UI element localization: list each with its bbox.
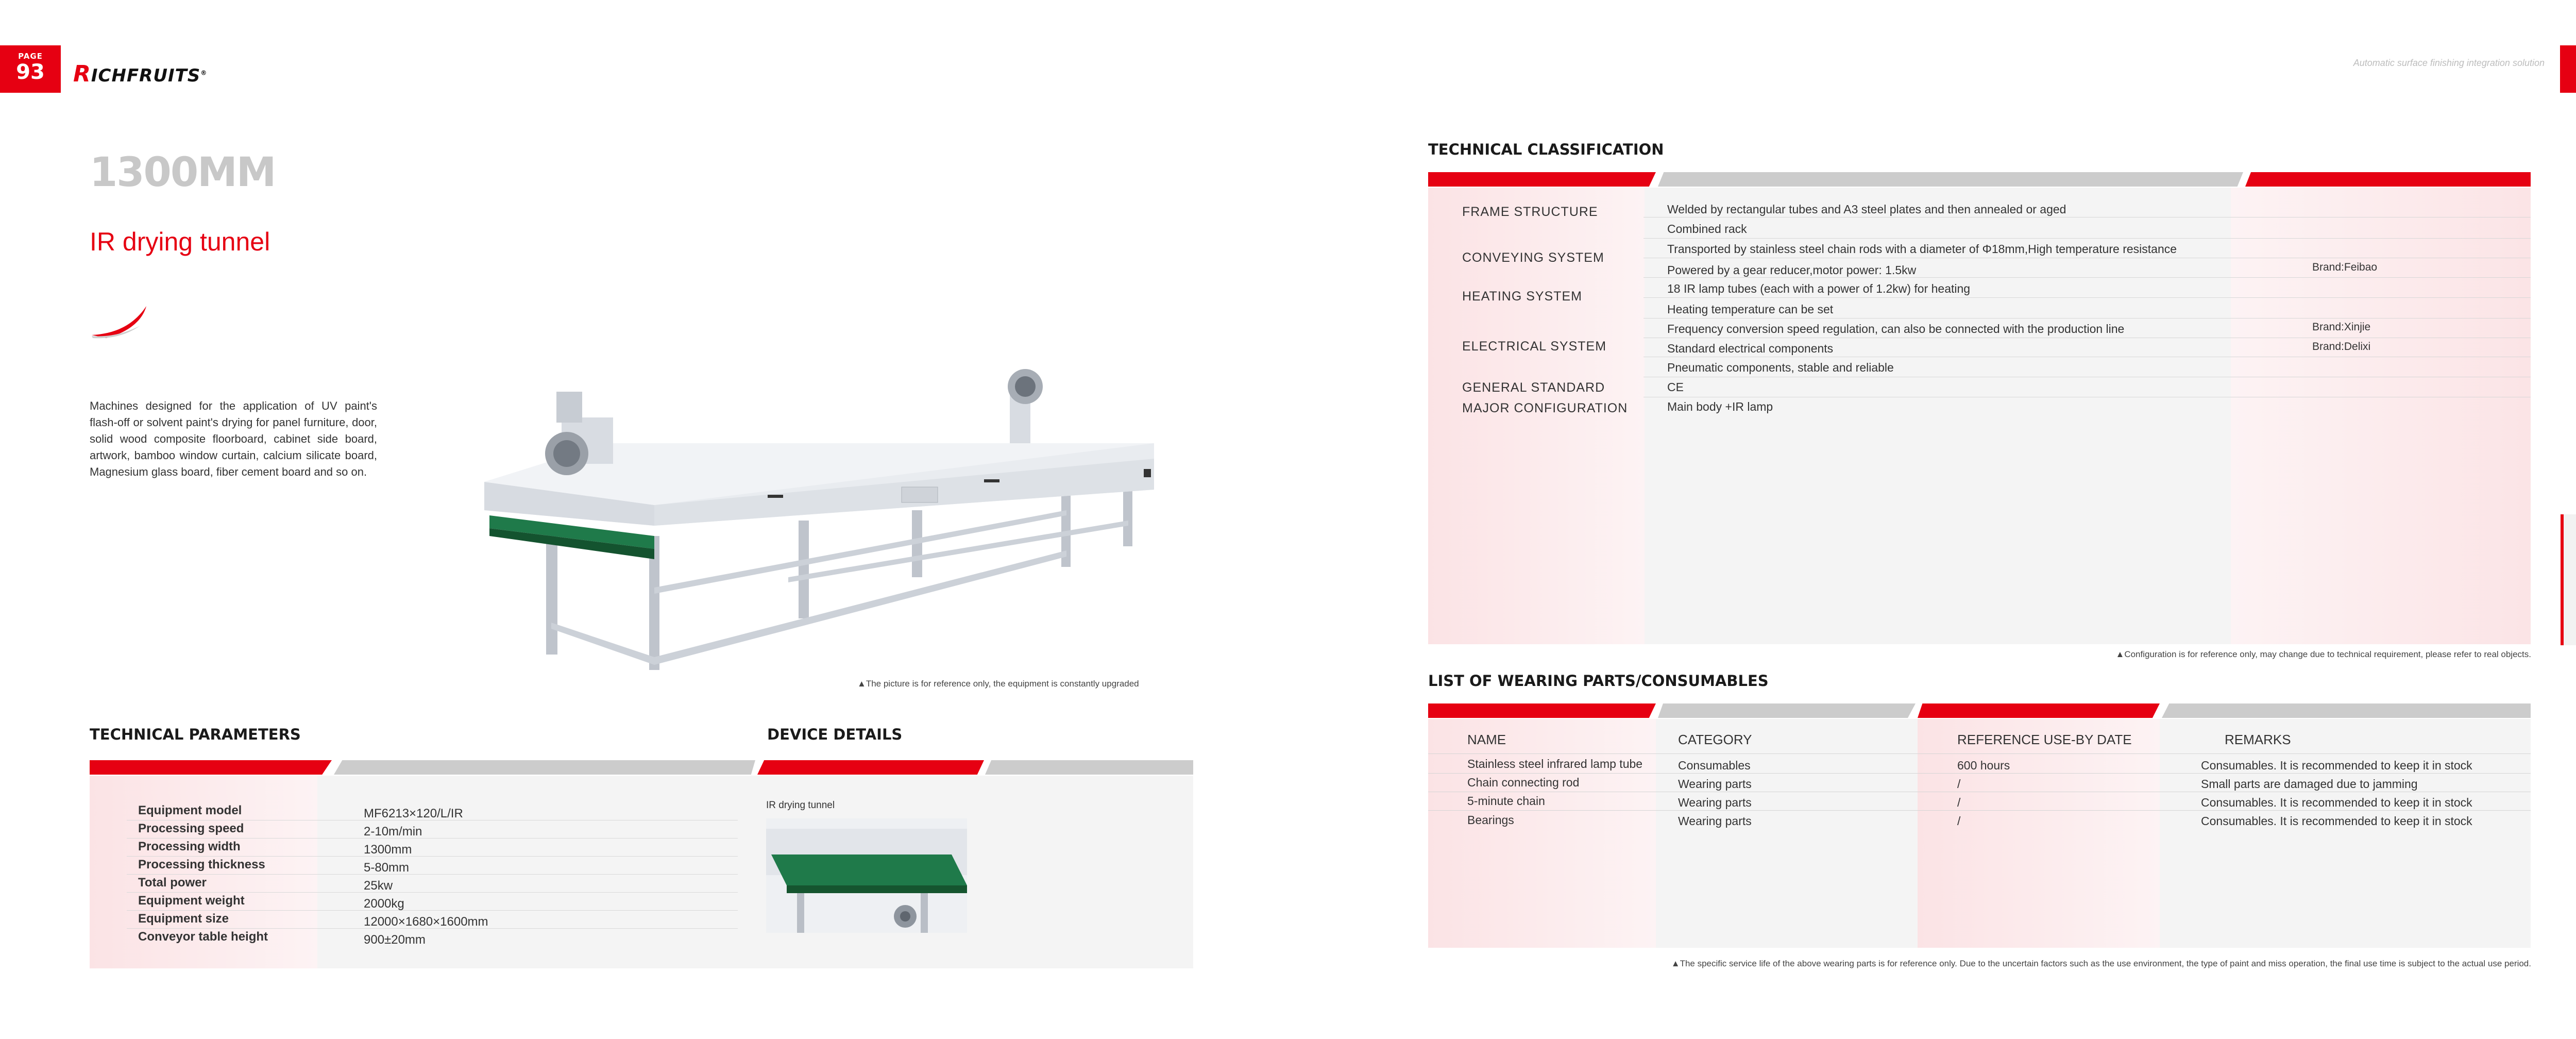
param-key: Conveyor table height	[138, 930, 268, 944]
page-label	[2560, 45, 2576, 61]
cls-brand: Brand:Delixi	[2312, 341, 2371, 353]
cls-gray-bar	[1658, 172, 2243, 187]
param-row	[127, 911, 738, 929]
row-line	[1643, 297, 2531, 298]
machine-rails	[551, 510, 1128, 665]
configuration-note: ▲Configuration is for reference only, may change due to technical requirement, please refer to real objects.	[2115, 649, 2531, 659]
row-line	[1643, 238, 2531, 239]
param-value: 1300mm	[364, 843, 412, 857]
page-label: PAGE	[18, 52, 43, 61]
wp-remarks: Small parts are damaged due to jamming	[2201, 777, 2418, 791]
row-line	[1428, 810, 2531, 811]
param-key: Total power	[138, 876, 207, 890]
classification-brand-column	[2231, 188, 2531, 644]
cls-value: Combined rack	[1667, 222, 1747, 236]
cls-value: Welded by rectangular tubes and A3 steel plates and then annealed or aged	[1667, 203, 2066, 216]
classification-title: TECHNICAL CLASSIFICATION	[1428, 141, 1664, 158]
right-fan	[1008, 369, 1043, 443]
wp-header-remarks: REMARKS	[2225, 732, 2291, 747]
wp-name: 5-minute chain	[1467, 794, 1545, 808]
wp-date: /	[1957, 814, 1961, 828]
wearing-parts-title: LIST OF WEARING PARTS/CONSUMABLES	[1428, 672, 1769, 690]
param-value: MF6213×120/L/IR	[364, 807, 463, 820]
row-line	[1428, 753, 2531, 754]
page-number: 93	[16, 60, 45, 84]
cls-key-standard: GENERAL STANDARD	[1462, 380, 1605, 395]
wp-red-bar-1	[1428, 703, 1656, 718]
cls-key-heating: HEATING SYSTEM	[1462, 289, 1583, 304]
wp-red-bar-2	[1918, 703, 2160, 718]
tagline: Automatic surface finishing integration solution	[2353, 58, 2545, 68]
wearing-parts-note: ▲The specific service life of the above wearing parts is for reference only. Due to the uncertain factors such as the use environment, the type of paint and miss operation, the final use time is subject to the actual use period.	[1671, 959, 2531, 968]
device-detail-label: IR drying tunnel	[766, 800, 835, 811]
param-value: 2-10m/min	[364, 825, 422, 839]
row-line	[1428, 773, 2531, 774]
params-gray-bar	[334, 760, 755, 775]
cls-value: 18 IR lamp tubes (each with a power of 1.2kw) for heating	[1667, 282, 1971, 295]
wp-gray-bar-2	[2162, 703, 2531, 718]
wp-name: Bearings	[1467, 813, 1514, 827]
cls-brand: Brand:Xinjie	[2312, 321, 2371, 333]
cls-key-conveying: CONVEYING SYSTEM	[1462, 250, 1604, 265]
param-row	[127, 875, 738, 893]
model-heading: 1300MM	[90, 149, 276, 196]
logo-first-letter: R	[73, 61, 91, 87]
page-tab-right	[2560, 45, 2576, 93]
details-gray-bar	[985, 760, 1193, 775]
cls-key-electrical: ELECTRICAL SYSTEM	[1462, 339, 1607, 354]
product-description: Machines designed for the application of UV paint's flash-off or solvent paint's drying for panel furniture, door, solid wood composite floorboard, cabinet side board, artwork, bamboo window curtain, calcium silicate board, Magnesium glass board, fiber cement board and so on.	[90, 399, 377, 478]
wp-gray-bar-1	[1658, 703, 1916, 718]
wp-date: /	[1957, 777, 1961, 791]
param-key: Equipment weight	[138, 894, 245, 908]
param-value: 900±20mm	[364, 933, 426, 947]
param-key: Processing thickness	[138, 858, 265, 872]
device-details-title: DEVICE DETAILS	[767, 726, 903, 743]
product-subtitle: IR drying tunnel	[90, 227, 270, 256]
row-line	[1643, 318, 2531, 319]
cls-value: Heating temperature can be set	[1667, 303, 1834, 316]
machine-illustration	[479, 356, 1164, 685]
cls-red-bar-right	[2245, 172, 2531, 187]
param-value: 25kw	[364, 879, 393, 893]
param-row	[127, 857, 738, 875]
series-side-tab	[2561, 514, 2576, 645]
wp-date: /	[1957, 796, 1961, 809]
wp-category: Consumables	[1678, 759, 1751, 772]
cls-value: Standard electrical components	[1667, 342, 1834, 355]
swoosh-decoration	[91, 303, 152, 340]
wp-header-category: CATEGORY	[1678, 732, 1752, 747]
page-tab-left	[0, 45, 61, 93]
logo-text: ICHFRUITS	[91, 65, 201, 86]
brand-logo	[73, 61, 207, 87]
picture-note: ▲The picture is for reference only, the equipment is constantly upgraded	[857, 679, 1139, 689]
wp-remarks: Consumables. It is recommended to keep it in stock	[2201, 814, 2472, 828]
wp-remarks: Consumables. It is recommended to keep it in stock	[2201, 796, 2472, 809]
cls-value: CE	[1667, 380, 1684, 394]
param-key: Processing width	[138, 840, 241, 853]
param-key: Equipment model	[138, 803, 242, 817]
param-row	[127, 929, 738, 947]
param-key: Equipment size	[138, 912, 229, 926]
wp-name: Chain connecting rod	[1467, 776, 1580, 789]
tech-params-title: TECHNICAL PARAMETERS	[90, 726, 301, 743]
wp-header-name: NAME	[1467, 732, 1506, 747]
cls-red-bar	[1428, 172, 1656, 187]
param-value: 5-80mm	[364, 861, 410, 875]
wp-date: 600 hours	[1957, 759, 2010, 772]
param-key: Processing speed	[138, 822, 244, 835]
cls-value: Transported by stainless steel chain rods with a diameter of Φ18mm,High temperature resistance	[1667, 242, 2177, 256]
cls-value: Pneumatic components, stable and reliable	[1667, 361, 1894, 374]
cls-value: Main body +IR lamp	[1667, 400, 1773, 413]
page-number	[2560, 61, 2576, 83]
swoosh-red	[92, 306, 146, 338]
params-red-bar	[90, 760, 332, 775]
param-row	[127, 820, 738, 839]
wp-remarks: Consumables. It is recommended to keep it in stock	[2201, 759, 2472, 772]
device-detail-image	[766, 818, 967, 933]
logo-reg: ®	[200, 69, 208, 77]
cls-brand: Brand:Feibao	[2312, 261, 2378, 273]
cls-value: Frequency conversion speed regulation, can also be connected with the production line	[1667, 322, 2125, 336]
wp-category: Wearing parts	[1678, 814, 1752, 828]
param-value: 12000×1680×1600mm	[364, 915, 488, 929]
wp-category: Wearing parts	[1678, 796, 1752, 809]
cls-key-frame: FRAME STRUCTURE	[1462, 205, 1598, 219]
param-row	[127, 893, 738, 911]
param-value: 2000kg	[364, 897, 404, 911]
details-red-bar	[757, 760, 984, 775]
param-row	[127, 839, 738, 857]
wp-name: Stainless steel infrared lamp tube	[1467, 757, 1643, 770]
vent-grill	[902, 487, 938, 502]
wp-header-date: REFERENCE USE-BY DATE	[1957, 732, 2132, 747]
cls-key-configuration: MAJOR CONFIGURATION	[1462, 401, 1628, 415]
wp-category: Wearing parts	[1678, 777, 1752, 791]
row-line	[1643, 277, 2531, 278]
cls-value: Powered by a gear reducer,motor power: 1.5kw	[1667, 263, 1917, 277]
left-fan	[545, 392, 613, 475]
param-row	[127, 802, 738, 820]
